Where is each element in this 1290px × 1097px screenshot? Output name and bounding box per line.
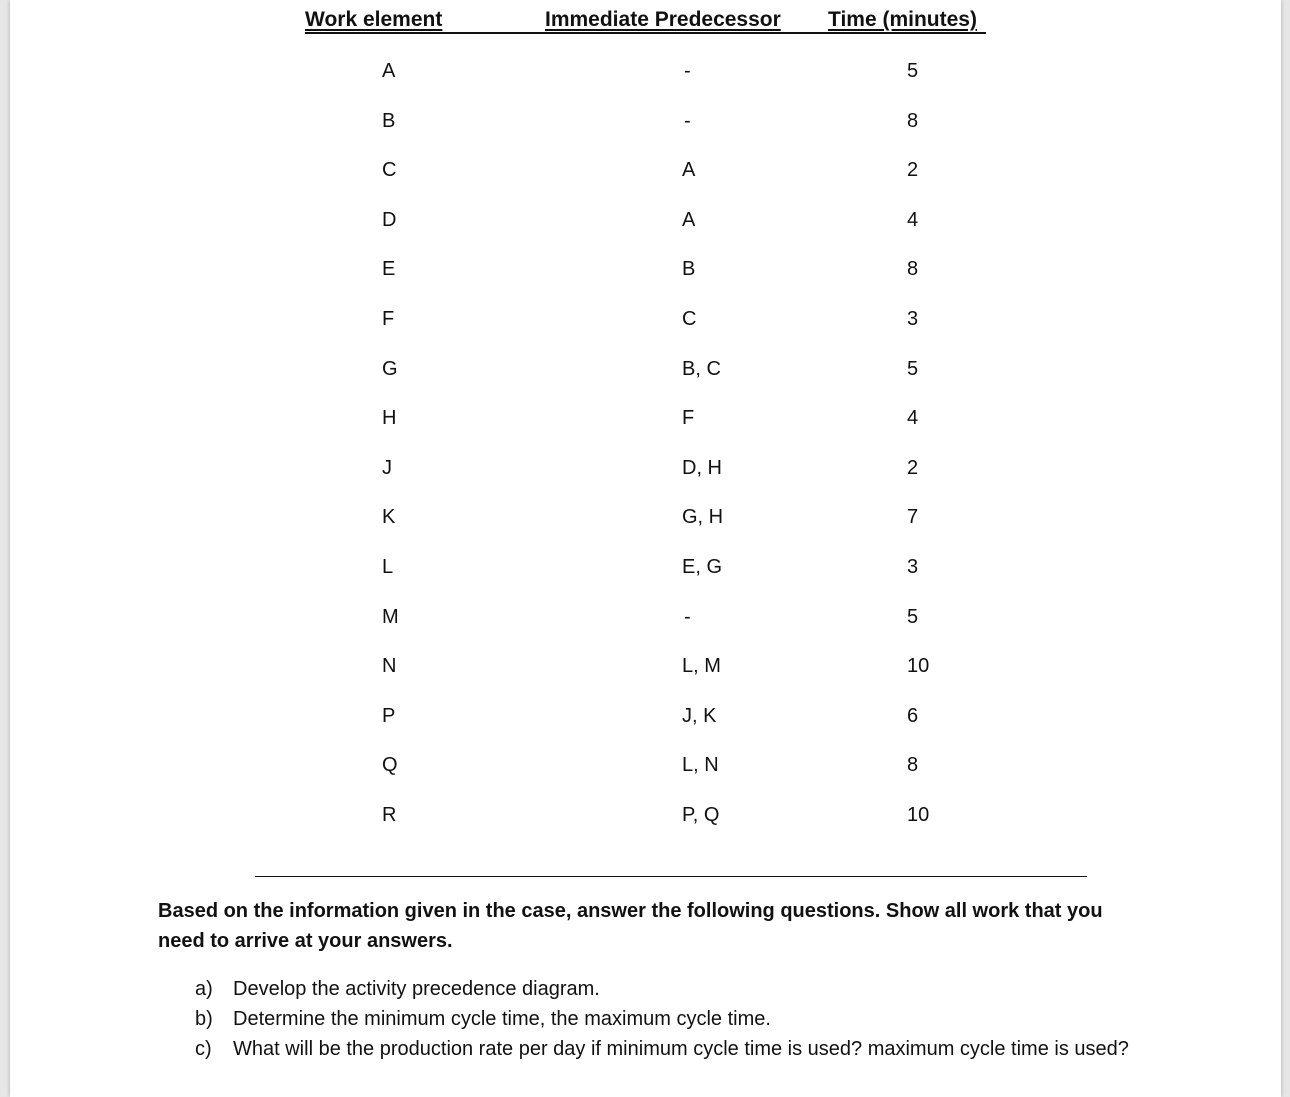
cell-time: 6 <box>907 704 919 727</box>
table-row <box>10 106 1281 136</box>
cell-time: 5 <box>907 357 919 380</box>
cell-time: 8 <box>907 109 919 132</box>
table-row <box>10 750 1281 780</box>
instructions-text: Based on the information given in the case, answer the following questions. Show all work that you need to arrive at your answers. <box>158 900 1103 952</box>
cell-time: 2 <box>907 159 919 182</box>
separator-line <box>255 876 1087 877</box>
table-row <box>10 453 1281 483</box>
cell-work-element: N <box>382 655 397 678</box>
cell-work-element: F <box>382 308 395 330</box>
cell-predecessor: J, K <box>682 704 717 727</box>
cell-time: 4 <box>907 407 919 430</box>
cell-time: 5 <box>907 60 919 82</box>
cell-predecessor: G, H <box>682 506 724 529</box>
table-row <box>10 800 1281 830</box>
cell-work-element: M <box>382 605 399 628</box>
header-time-minutes: Time (minutes) <box>828 8 977 31</box>
table-row <box>10 701 1281 731</box>
cell-time: 7 <box>907 506 919 529</box>
table-row <box>10 602 1281 632</box>
table-row <box>10 254 1281 284</box>
cell-work-element: D <box>382 208 397 231</box>
question-text: Determine the minimum cycle time, the maximum cycle time. <box>233 1008 771 1030</box>
header-work-element: Work element <box>305 8 443 31</box>
cell-time: 8 <box>907 754 919 777</box>
cell-work-element: P <box>382 704 396 727</box>
cell-work-element: K <box>382 506 396 529</box>
cell-work-element: B <box>382 109 396 132</box>
cell-work-element: L <box>382 556 394 578</box>
cell-predecessor: - <box>684 605 691 628</box>
table-row <box>10 502 1281 532</box>
cell-predecessor: E, G <box>682 556 723 578</box>
cell-predecessor: A <box>682 208 696 231</box>
question-label: a) <box>195 978 213 1000</box>
cell-predecessor: C <box>682 308 697 330</box>
cell-time: 3 <box>907 308 919 330</box>
cell-predecessor: - <box>684 109 691 132</box>
cell-work-element: E <box>382 258 396 281</box>
cell-predecessor: P, Q <box>682 804 720 826</box>
cell-predecessor: F <box>682 407 695 430</box>
cell-predecessor: B <box>682 258 696 281</box>
cell-predecessor: D, H <box>682 456 722 479</box>
cell-predecessor: A <box>682 159 696 182</box>
cell-time: 3 <box>907 556 919 578</box>
question-label: b) <box>195 1008 213 1030</box>
question-item <box>195 1034 1145 1064</box>
table-row <box>10 403 1281 433</box>
cell-time: 5 <box>907 605 919 628</box>
cell-work-element: R <box>382 804 397 826</box>
cell-time: 4 <box>907 208 919 231</box>
question-item <box>195 1004 1145 1034</box>
cell-work-element: J <box>382 456 392 479</box>
question-item <box>195 974 1145 1004</box>
table-row <box>10 651 1281 681</box>
cell-predecessor: B, C <box>682 357 721 380</box>
table-row <box>10 354 1281 384</box>
question-list <box>195 974 1145 1064</box>
question-label: c) <box>195 1038 212 1060</box>
table-row <box>10 205 1281 235</box>
cell-predecessor: L, M <box>682 655 721 678</box>
cell-work-element: H <box>382 407 397 430</box>
cell-predecessor: L, N <box>682 754 719 777</box>
table-row <box>10 552 1281 582</box>
document-page <box>10 0 1281 1097</box>
cell-time: 8 <box>907 258 919 281</box>
table-row <box>10 56 1281 86</box>
table-row <box>10 155 1281 185</box>
cell-work-element: Q <box>382 754 398 777</box>
table-row <box>10 304 1281 334</box>
cell-predecessor: - <box>684 60 691 82</box>
cell-work-element: G <box>382 357 398 380</box>
header-immediate-predecessor: Immediate Predecessor <box>545 8 781 31</box>
cell-work-element: A <box>382 60 396 82</box>
cell-time: 2 <box>907 456 919 479</box>
header-underline <box>305 32 986 34</box>
question-text: Develop the activity precedence diagram. <box>233 978 600 1000</box>
cell-work-element: C <box>382 159 397 182</box>
cell-time: 10 <box>907 804 930 826</box>
question-text: What will be the production rate per day if minimum cycle time is used? maximum cycle time is used? <box>233 1038 1129 1060</box>
cell-time: 10 <box>907 655 930 678</box>
